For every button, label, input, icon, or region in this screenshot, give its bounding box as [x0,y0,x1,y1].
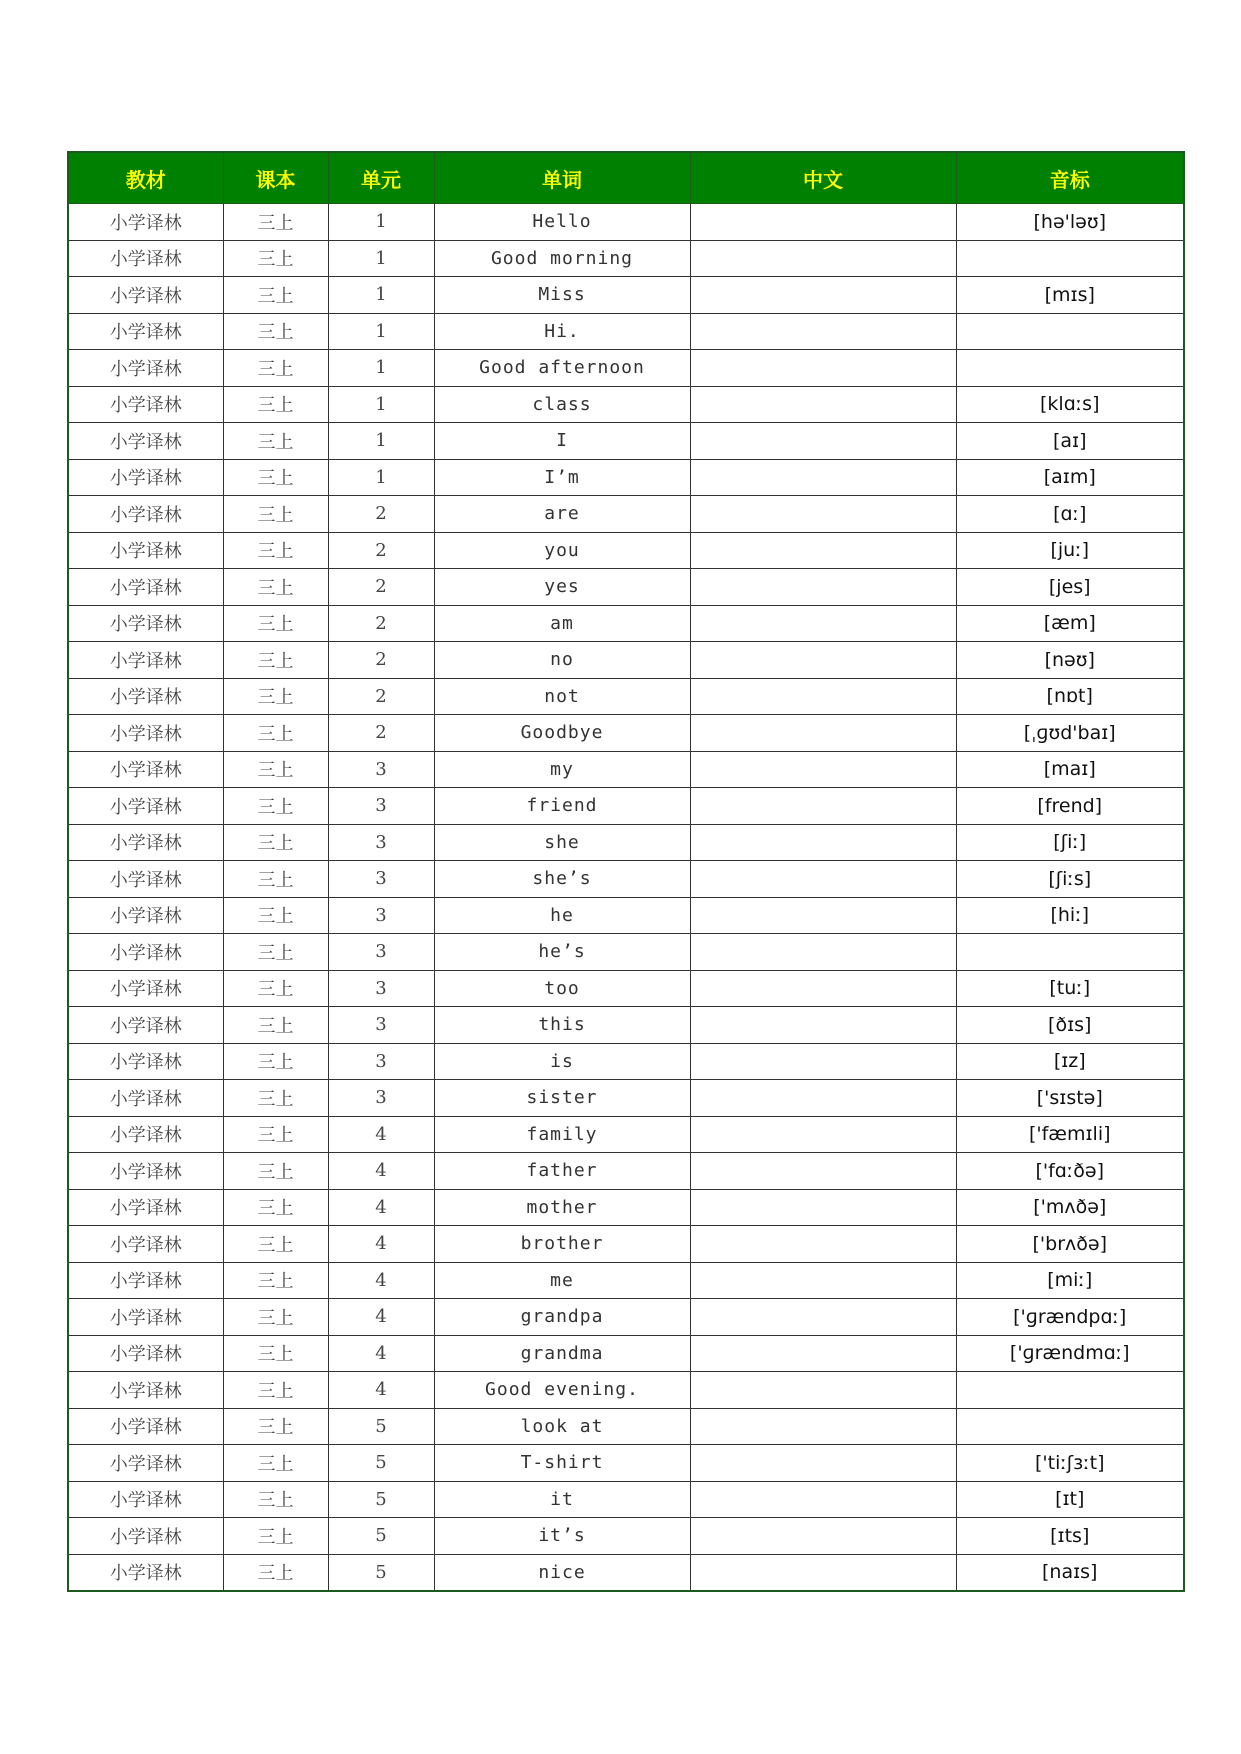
cell-phonetic: [naɪs] [956,1554,1184,1591]
cell-chinese [690,1299,956,1336]
cell-word: friend [434,788,690,825]
table-row [68,459,1184,496]
cell-textbook: 小学译林 [68,1518,223,1555]
cell-word: class [434,386,690,423]
cell-book: 三上 [223,1518,328,1555]
cell-word: look at [434,1408,690,1445]
cell-chinese [690,751,956,788]
cell-chinese [690,1372,956,1409]
cell-textbook: 小学译林 [68,1080,223,1117]
table-row [68,496,1184,533]
cell-book: 三上 [223,678,328,715]
cell-textbook: 小学译林 [68,1445,223,1482]
cell-chinese [690,1335,956,1372]
cell-chinese [690,788,956,825]
cell-word: brother [434,1226,690,1263]
table-row [68,1518,1184,1555]
cell-phonetic [956,934,1184,971]
cell-textbook: 小学译林 [68,386,223,423]
cell-unit: 3 [328,970,434,1007]
cell-book: 三上 [223,386,328,423]
cell-textbook: 小学译林 [68,824,223,861]
table-row [68,1080,1184,1117]
cell-phonetic: ['ɡrændpɑː] [956,1299,1184,1336]
cell-textbook: 小学译林 [68,204,223,241]
table-row [68,751,1184,788]
cell-book: 三上 [223,204,328,241]
cell-phonetic: [nɒt] [956,678,1184,715]
cell-phonetic [956,1372,1184,1409]
cell-unit: 4 [328,1372,434,1409]
cell-word: not [434,678,690,715]
cell-unit: 2 [328,715,434,752]
cell-book: 三上 [223,532,328,569]
cell-book: 三上 [223,313,328,350]
cell-book: 三上 [223,1408,328,1445]
cell-unit: 2 [328,496,434,533]
table-row [68,1335,1184,1372]
cell-unit: 4 [328,1116,434,1153]
cell-textbook: 小学译林 [68,1408,223,1445]
vocabulary-table [67,151,1185,1592]
cell-chinese [690,350,956,387]
cell-word: T-shirt [434,1445,690,1482]
cell-textbook: 小学译林 [68,1262,223,1299]
table-row [68,1481,1184,1518]
cell-textbook: 小学译林 [68,751,223,788]
cell-chinese [690,240,956,277]
cell-unit: 3 [328,1007,434,1044]
cell-chinese [690,459,956,496]
cell-textbook: 小学译林 [68,1153,223,1190]
table-row [68,1262,1184,1299]
cell-textbook: 小学译林 [68,970,223,1007]
cell-chinese [690,1445,956,1482]
cell-textbook: 小学译林 [68,1481,223,1518]
cell-book: 三上 [223,788,328,825]
table-row [68,1116,1184,1153]
table-row [68,313,1184,350]
cell-chinese [690,1408,956,1445]
cell-word: grandpa [434,1299,690,1336]
cell-phonetic [956,240,1184,277]
header-chinese: 中文 [690,152,956,204]
table-row [68,1408,1184,1445]
cell-book: 三上 [223,861,328,898]
cell-book: 三上 [223,1007,328,1044]
cell-textbook: 小学译林 [68,1372,223,1409]
cell-unit: 4 [328,1189,434,1226]
cell-chinese [690,605,956,642]
cell-word: mother [434,1189,690,1226]
cell-word: my [434,751,690,788]
cell-word: he [434,897,690,934]
cell-unit: 4 [328,1299,434,1336]
table-row [68,715,1184,752]
cell-phonetic: [juː] [956,532,1184,569]
cell-unit: 3 [328,934,434,971]
cell-word: it’s [434,1518,690,1555]
cell-book: 三上 [223,350,328,387]
cell-unit: 3 [328,861,434,898]
cell-unit: 4 [328,1226,434,1263]
cell-book: 三上 [223,1372,328,1409]
cell-phonetic: [æm] [956,605,1184,642]
table-row [68,240,1184,277]
cell-textbook: 小学译林 [68,240,223,277]
cell-unit: 1 [328,240,434,277]
cell-word: nice [434,1554,690,1591]
cell-phonetic: ['sɪstə] [956,1080,1184,1117]
cell-book: 三上 [223,1080,328,1117]
cell-chinese [690,423,956,460]
cell-unit: 5 [328,1518,434,1555]
cell-phonetic: [miː] [956,1262,1184,1299]
cell-book: 三上 [223,569,328,606]
cell-book: 三上 [223,459,328,496]
header-row [68,152,1184,204]
cell-book: 三上 [223,496,328,533]
cell-book: 三上 [223,423,328,460]
cell-word: I’m [434,459,690,496]
cell-textbook: 小学译林 [68,678,223,715]
cell-unit: 1 [328,350,434,387]
cell-unit: 2 [328,569,434,606]
cell-book: 三上 [223,897,328,934]
cell-unit: 5 [328,1408,434,1445]
cell-unit: 1 [328,204,434,241]
cell-word: it [434,1481,690,1518]
cell-book: 三上 [223,824,328,861]
cell-unit: 2 [328,532,434,569]
cell-book: 三上 [223,970,328,1007]
cell-book: 三上 [223,1445,328,1482]
cell-phonetic: [ɪz] [956,1043,1184,1080]
cell-unit: 5 [328,1481,434,1518]
cell-textbook: 小学译林 [68,1007,223,1044]
cell-phonetic [956,313,1184,350]
cell-word: am [434,605,690,642]
cell-unit: 2 [328,642,434,679]
cell-unit: 3 [328,751,434,788]
cell-phonetic: [maɪ] [956,751,1184,788]
cell-phonetic: [ðɪs] [956,1007,1184,1044]
cell-chinese [690,1153,956,1190]
cell-book: 三上 [223,934,328,971]
header-book: 课本 [223,152,328,204]
cell-chinese [690,642,956,679]
cell-phonetic: [hə'ləʊ] [956,204,1184,241]
table-row [68,386,1184,423]
cell-textbook: 小学译林 [68,788,223,825]
cell-book: 三上 [223,1481,328,1518]
cell-chinese [690,313,956,350]
cell-chinese [690,1554,956,1591]
cell-unit: 3 [328,1080,434,1117]
cell-chinese [690,532,956,569]
cell-chinese [690,1262,956,1299]
cell-textbook: 小学译林 [68,1189,223,1226]
cell-unit: 5 [328,1445,434,1482]
cell-phonetic: [ʃiːs] [956,861,1184,898]
cell-word: Hi. [434,313,690,350]
cell-chinese [690,1481,956,1518]
table-row [68,678,1184,715]
cell-book: 三上 [223,1116,328,1153]
cell-textbook: 小学译林 [68,1226,223,1263]
cell-unit: 2 [328,678,434,715]
table-row [68,277,1184,314]
cell-word: he’s [434,934,690,971]
cell-chinese [690,1189,956,1226]
cell-chinese [690,897,956,934]
cell-word: too [434,970,690,1007]
cell-textbook: 小学译林 [68,861,223,898]
cell-word: Good evening. [434,1372,690,1409]
cell-chinese [690,1043,956,1080]
cell-phonetic: [ɪt] [956,1481,1184,1518]
cell-phonetic: ['ɡrændmɑː] [956,1335,1184,1372]
cell-chinese [690,715,956,752]
cell-word: Miss [434,277,690,314]
cell-word: Good afternoon [434,350,690,387]
cell-word: Goodbye [434,715,690,752]
cell-chinese [690,934,956,971]
cell-unit: 3 [328,1043,434,1080]
cell-phonetic: ['fæmɪli] [956,1116,1184,1153]
cell-word: I [434,423,690,460]
cell-word: Good morning [434,240,690,277]
table-row [68,1189,1184,1226]
cell-unit: 1 [328,459,434,496]
cell-book: 三上 [223,751,328,788]
cell-phonetic: [ɪts] [956,1518,1184,1555]
cell-textbook: 小学译林 [68,897,223,934]
cell-chinese [690,569,956,606]
cell-textbook: 小学译林 [68,1299,223,1336]
cell-book: 三上 [223,605,328,642]
cell-textbook: 小学译林 [68,1116,223,1153]
cell-chinese [690,970,956,1007]
cell-unit: 3 [328,788,434,825]
cell-book: 三上 [223,1554,328,1591]
cell-chinese [690,1116,956,1153]
table-row [68,1007,1184,1044]
cell-unit: 3 [328,897,434,934]
cell-phonetic: [aɪ] [956,423,1184,460]
cell-textbook: 小学译林 [68,1335,223,1372]
table-row [68,934,1184,971]
cell-textbook: 小学译林 [68,934,223,971]
cell-book: 三上 [223,715,328,752]
cell-textbook: 小学译林 [68,605,223,642]
cell-unit: 4 [328,1262,434,1299]
cell-chinese [690,1007,956,1044]
cell-phonetic: [ʃiː] [956,824,1184,861]
cell-phonetic: [aɪm] [956,459,1184,496]
cell-word: she [434,824,690,861]
cell-textbook: 小学译林 [68,423,223,460]
cell-phonetic: [klɑːs] [956,386,1184,423]
cell-chinese [690,1226,956,1263]
table-body [68,204,1184,1592]
cell-unit: 2 [328,605,434,642]
cell-book: 三上 [223,1043,328,1080]
table-row [68,788,1184,825]
cell-unit: 3 [328,824,434,861]
cell-unit: 4 [328,1335,434,1372]
cell-word: grandma [434,1335,690,1372]
cell-chinese [690,678,956,715]
table-row [68,1554,1184,1591]
table-row [68,1153,1184,1190]
table-row [68,569,1184,606]
cell-phonetic [956,1408,1184,1445]
table-row [68,204,1184,241]
cell-phonetic: [ɑː] [956,496,1184,533]
table-row [68,1372,1184,1409]
cell-phonetic: ['brʌðə] [956,1226,1184,1263]
cell-textbook: 小学译林 [68,642,223,679]
table-row [68,423,1184,460]
cell-chinese [690,496,956,533]
cell-unit: 1 [328,313,434,350]
cell-textbook: 小学译林 [68,496,223,533]
cell-word: yes [434,569,690,606]
cell-textbook: 小学译林 [68,532,223,569]
cell-phonetic: ['fɑːðə] [956,1153,1184,1190]
cell-book: 三上 [223,1335,328,1372]
cell-chinese [690,824,956,861]
cell-phonetic: [mɪs] [956,277,1184,314]
table-row [68,861,1184,898]
table-row [68,350,1184,387]
cell-chinese [690,204,956,241]
cell-book: 三上 [223,1189,328,1226]
cell-phonetic: [hiː] [956,897,1184,934]
cell-phonetic: ['mʌðə] [956,1189,1184,1226]
cell-chinese [690,1080,956,1117]
cell-unit: 1 [328,277,434,314]
cell-book: 三上 [223,642,328,679]
table-row [68,1043,1184,1080]
cell-book: 三上 [223,1226,328,1263]
cell-textbook: 小学译林 [68,569,223,606]
cell-word: this [434,1007,690,1044]
table-row [68,605,1184,642]
cell-textbook: 小学译林 [68,313,223,350]
cell-word: father [434,1153,690,1190]
cell-textbook: 小学译林 [68,1554,223,1591]
cell-unit: 5 [328,1554,434,1591]
cell-unit: 4 [328,1153,434,1190]
cell-chinese [690,386,956,423]
cell-phonetic: [ˌɡʊd'baɪ] [956,715,1184,752]
header-unit: 单元 [328,152,434,204]
cell-word: family [434,1116,690,1153]
cell-word: you [434,532,690,569]
cell-textbook: 小学译林 [68,350,223,387]
cell-phonetic: [tuː] [956,970,1184,1007]
cell-unit: 1 [328,423,434,460]
table-row [68,532,1184,569]
cell-word: she’s [434,861,690,898]
cell-book: 三上 [223,1262,328,1299]
cell-book: 三上 [223,1153,328,1190]
cell-phonetic: [nəʊ] [956,642,1184,679]
cell-textbook: 小学译林 [68,715,223,752]
cell-chinese [690,861,956,898]
cell-textbook: 小学译林 [68,277,223,314]
cell-word: Hello [434,204,690,241]
cell-textbook: 小学译林 [68,1043,223,1080]
cell-phonetic: ['tiːʃɜːt] [956,1445,1184,1482]
cell-phonetic [956,350,1184,387]
cell-book: 三上 [223,1299,328,1336]
cell-chinese [690,277,956,314]
cell-word: is [434,1043,690,1080]
table-row [68,897,1184,934]
header-textbook: 教材 [68,152,223,204]
cell-unit: 1 [328,386,434,423]
cell-word: are [434,496,690,533]
table-row [68,1299,1184,1336]
cell-word: sister [434,1080,690,1117]
cell-chinese [690,1518,956,1555]
cell-book: 三上 [223,240,328,277]
table-row [68,642,1184,679]
table-row [68,1226,1184,1263]
table-row [68,970,1184,1007]
table-row [68,1445,1184,1482]
cell-word: no [434,642,690,679]
cell-phonetic: [jes] [956,569,1184,606]
cell-book: 三上 [223,277,328,314]
cell-phonetic: [frend] [956,788,1184,825]
cell-word: me [434,1262,690,1299]
table-row [68,824,1184,861]
header-phonetic: 音标 [956,152,1184,204]
header-word: 单词 [434,152,690,204]
cell-textbook: 小学译林 [68,459,223,496]
